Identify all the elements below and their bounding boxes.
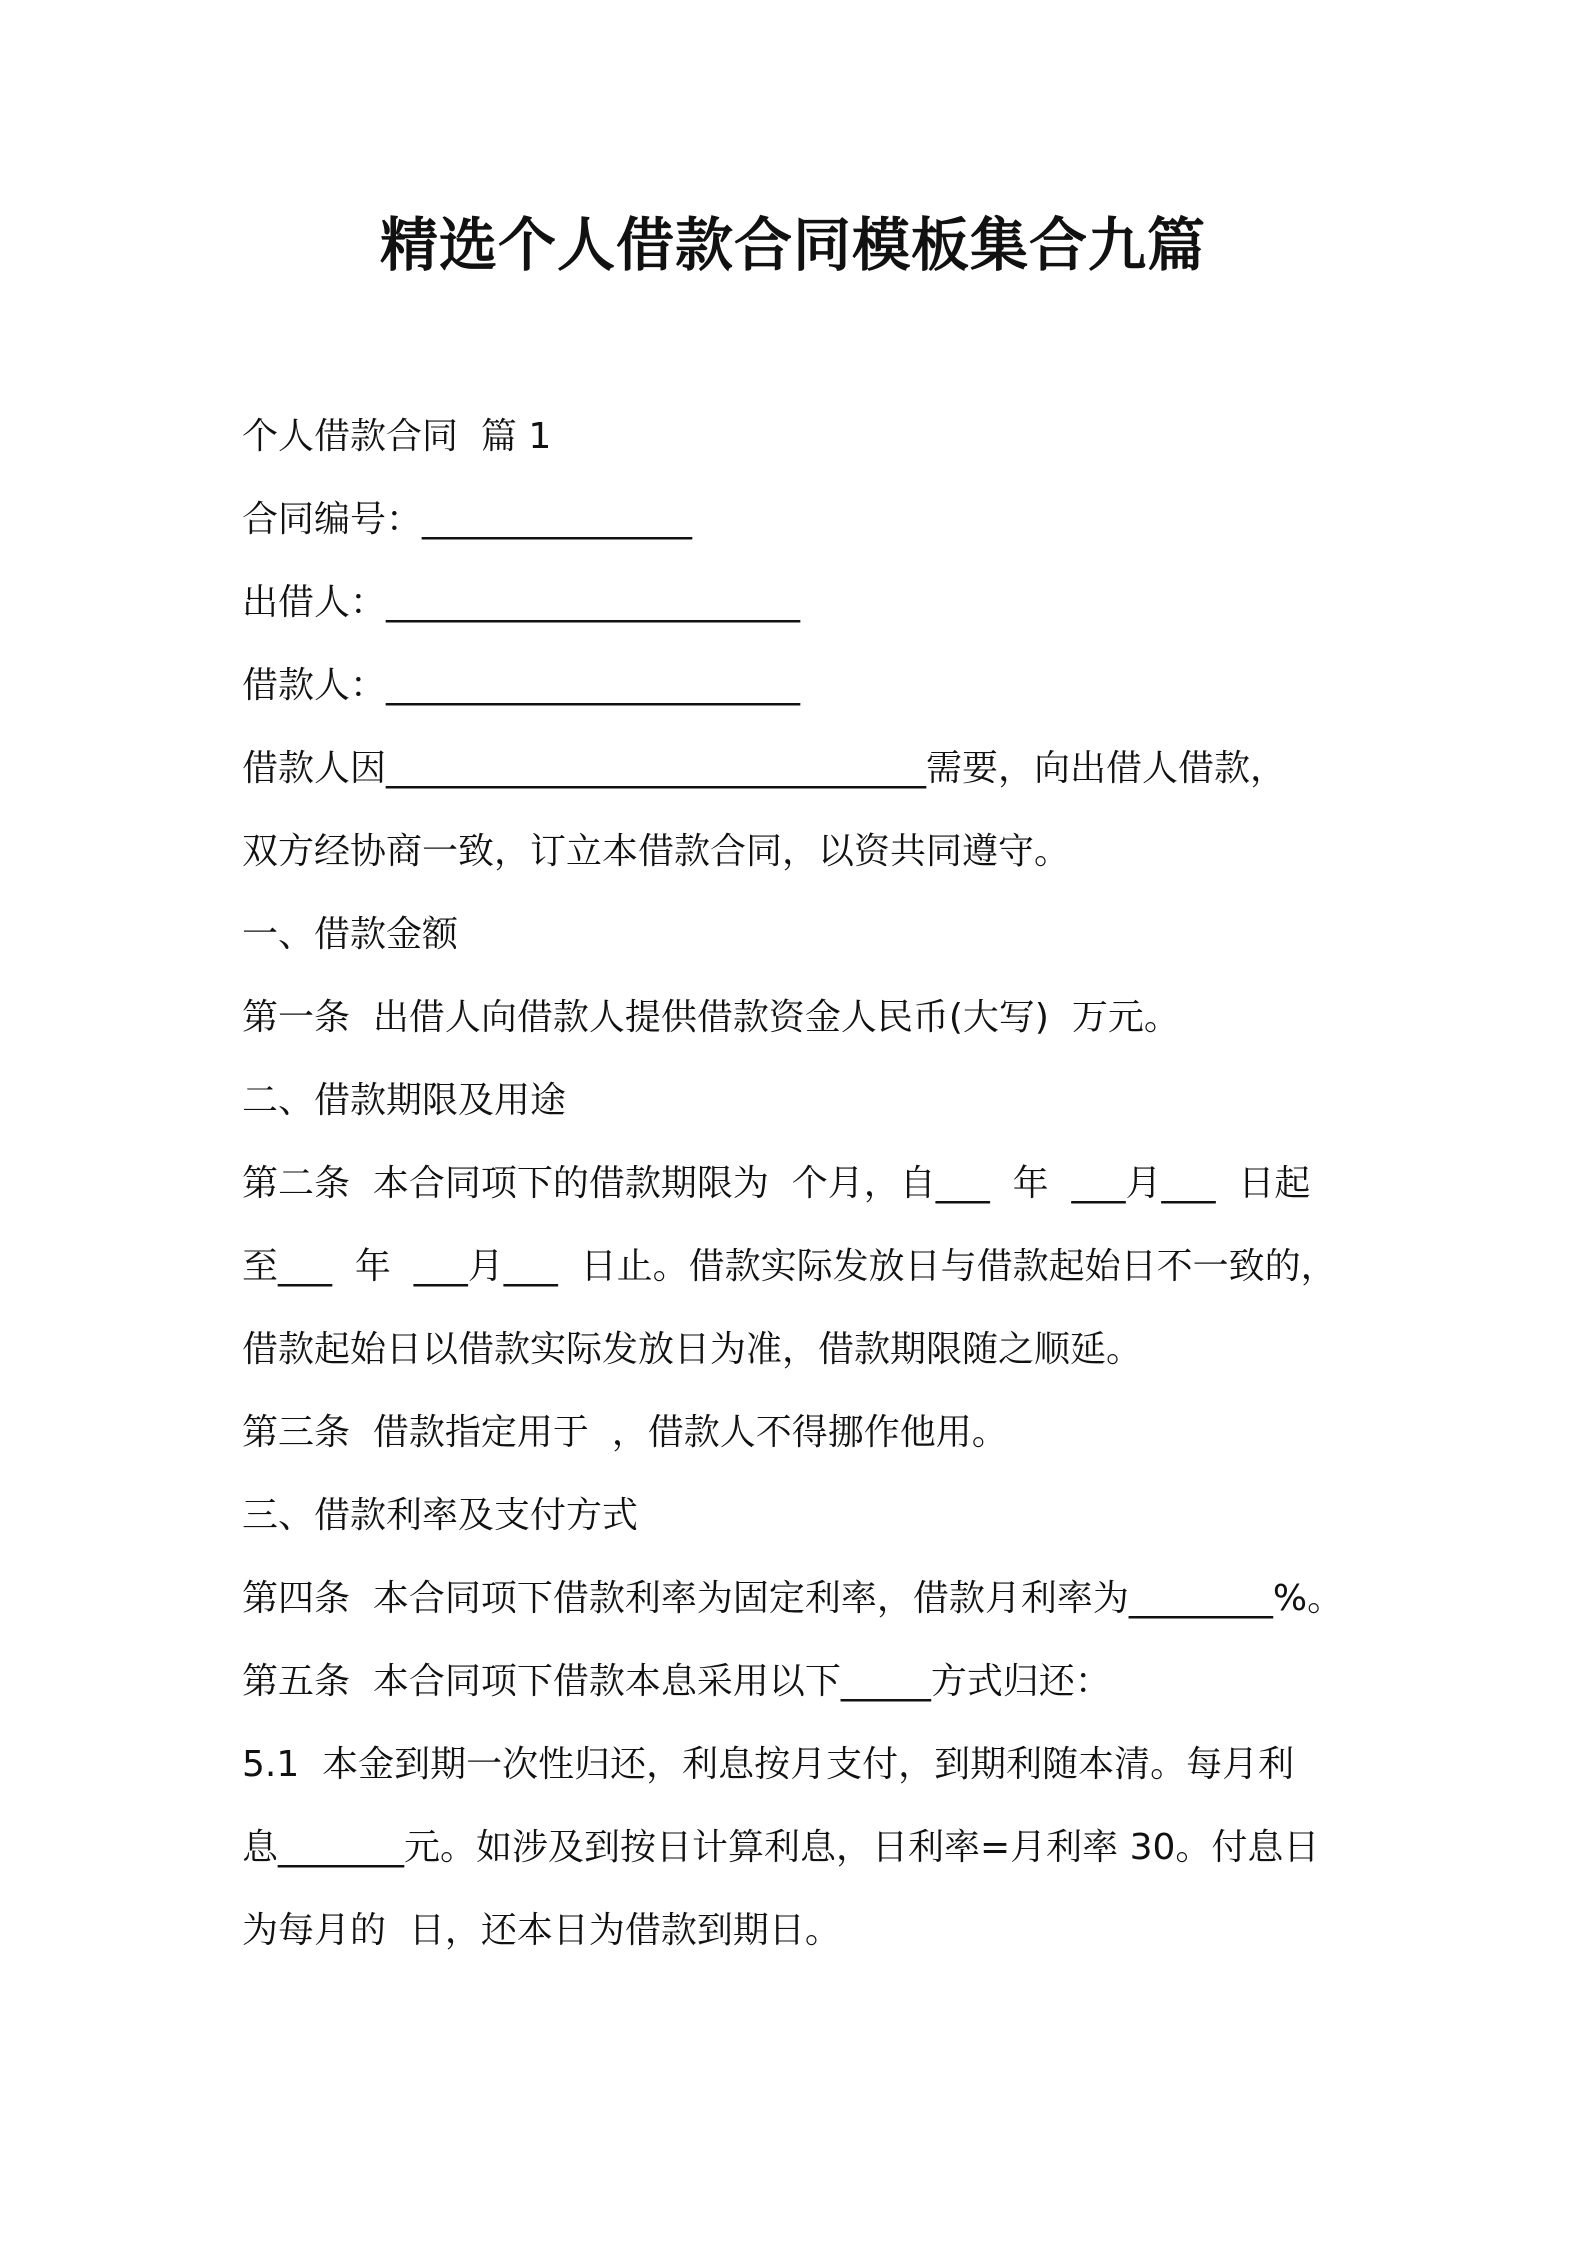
section-heading: 一、借款金额	[242, 914, 459, 955]
lender-line: 出借人：_______________________	[242, 582, 801, 623]
paragraph-line: 借款人因______________________________需要，向出借人借款，	[242, 748, 1287, 789]
section-heading-contract-1: 个人借款合同 篇 1	[242, 416, 552, 457]
clause-line: 第四条 本合同项下借款利率为固定利率，借款月利率为________%。	[242, 1578, 1344, 1619]
clause-line: 至___ 年 ___月___ 日止。借款实际发放日与借款起始日不一致的，	[242, 1246, 1337, 1287]
borrower-line: 借款人：_______________________	[242, 665, 801, 706]
clause-line: 5.1 本金到期一次性归还，利息按月支付，到期利随本清。每月利	[242, 1744, 1295, 1785]
clause-line: 第五条 本合同项下借款本息采用以下_____方式归还：	[242, 1661, 1111, 1702]
document-title: 精选个人借款合同模板集合九篇	[379, 211, 1206, 279]
section-heading: 二、借款期限及用途	[242, 1080, 567, 1121]
clause-line: 借款起始日以借款实际发放日为准，借款期限随之顺延。	[242, 1329, 1143, 1370]
clause-line: 第一条 出借人向借款人提供借款资金人民币(大写) 万元。	[242, 997, 1180, 1038]
clause-line: 第二条 本合同项下的借款期限为 个月，自___ 年 ___月___ 日起	[242, 1163, 1311, 1204]
section-heading: 三、借款利率及支付方式	[242, 1495, 639, 1536]
paragraph-line: 双方经协商一致，订立本借款合同，以资共同遵守。	[242, 831, 1071, 872]
clause-line: 第三条 借款指定用于 ，借款人不得挪作他用。	[242, 1412, 1008, 1453]
clause-line: 息_______元。如涉及到按日计算利息，日利率=月利率 30。付息日	[242, 1827, 1320, 1868]
contract-number-line: 合同编号：_______________	[242, 499, 693, 540]
clause-line: 为每月的 日，还本日为借款到期日。	[242, 1910, 841, 1951]
